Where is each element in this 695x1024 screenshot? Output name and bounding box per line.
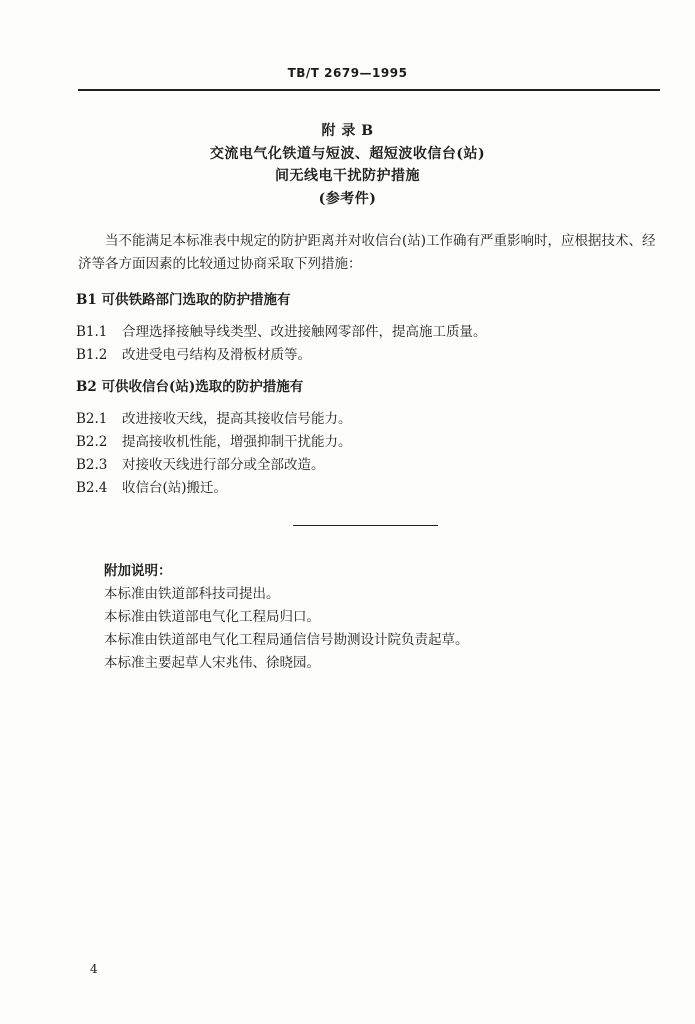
item-text: 对接收天线进行部分或全部改造。 — [122, 457, 325, 473]
page-number: 4 — [90, 962, 98, 976]
list-item-b2-1 — [76, 407, 636, 427]
item-text: 改进接收天线，提高其接收信号能力。 — [122, 411, 352, 427]
title-block — [0, 120, 695, 210]
appendix-label: 附 录 B — [321, 123, 374, 139]
item-number: B2.2 — [76, 434, 108, 450]
additional-notes — [104, 560, 469, 675]
title-line-1: 交流电气化铁道与短波、超短波收信台(站) — [209, 145, 486, 162]
notes-line: 本标准由铁道部电气化工程局通信信号勘测设计院负责起草。 — [104, 632, 469, 648]
list-item-b1-1 — [76, 320, 636, 340]
list-item-b2-2 — [76, 430, 636, 450]
standard-code: TB/T 2679—1995 — [287, 66, 408, 80]
notes-line: 本标准由铁道部电气化工程局归口。 — [104, 609, 320, 625]
item-text: 合理选择接触导线类型、改进接触网零部件，提高施工质量。 — [122, 324, 487, 340]
item-text: 收信台(站)搬迁。 — [122, 480, 228, 496]
item-number: B2.3 — [76, 457, 108, 473]
section-heading-b2: B2 可供收信台(站)选取的防护措施有 — [76, 379, 304, 395]
item-text: 改进受电弓结构及滑板材质等。 — [122, 347, 311, 363]
notes-heading: 附加说明： — [104, 563, 172, 579]
header-rule — [78, 89, 660, 91]
item-number: B2.4 — [76, 480, 108, 496]
section-divider — [293, 525, 438, 526]
list-item-b2-3 — [76, 453, 636, 473]
item-number: B1.1 — [76, 324, 108, 340]
list-item-b1-2 — [76, 343, 636, 363]
intro-paragraph: 当不能满足本标准表中规定的防护距离并对收信台(站)工作确有严重影响时，应根据技术、经济等各方面因素的比较通过协商采取下列措施： — [78, 233, 656, 272]
title-note: (参考件) — [318, 190, 377, 207]
item-number: B1.2 — [76, 347, 108, 363]
title-line-2: 间无线电干扰防护措施 — [275, 168, 420, 184]
item-number: B2.1 — [76, 411, 108, 427]
section-heading-b1: B1 可供铁路部门选取的防护措施有 — [76, 292, 291, 308]
list-item-b2-4 — [76, 476, 636, 496]
notes-line: 本标准由铁道部科技司提出。 — [104, 586, 280, 602]
notes-line: 本标准主要起草人宋兆伟、徐晓园。 — [104, 655, 320, 671]
item-text: 提高接收机性能，增强抑制干扰能力。 — [122, 434, 352, 450]
